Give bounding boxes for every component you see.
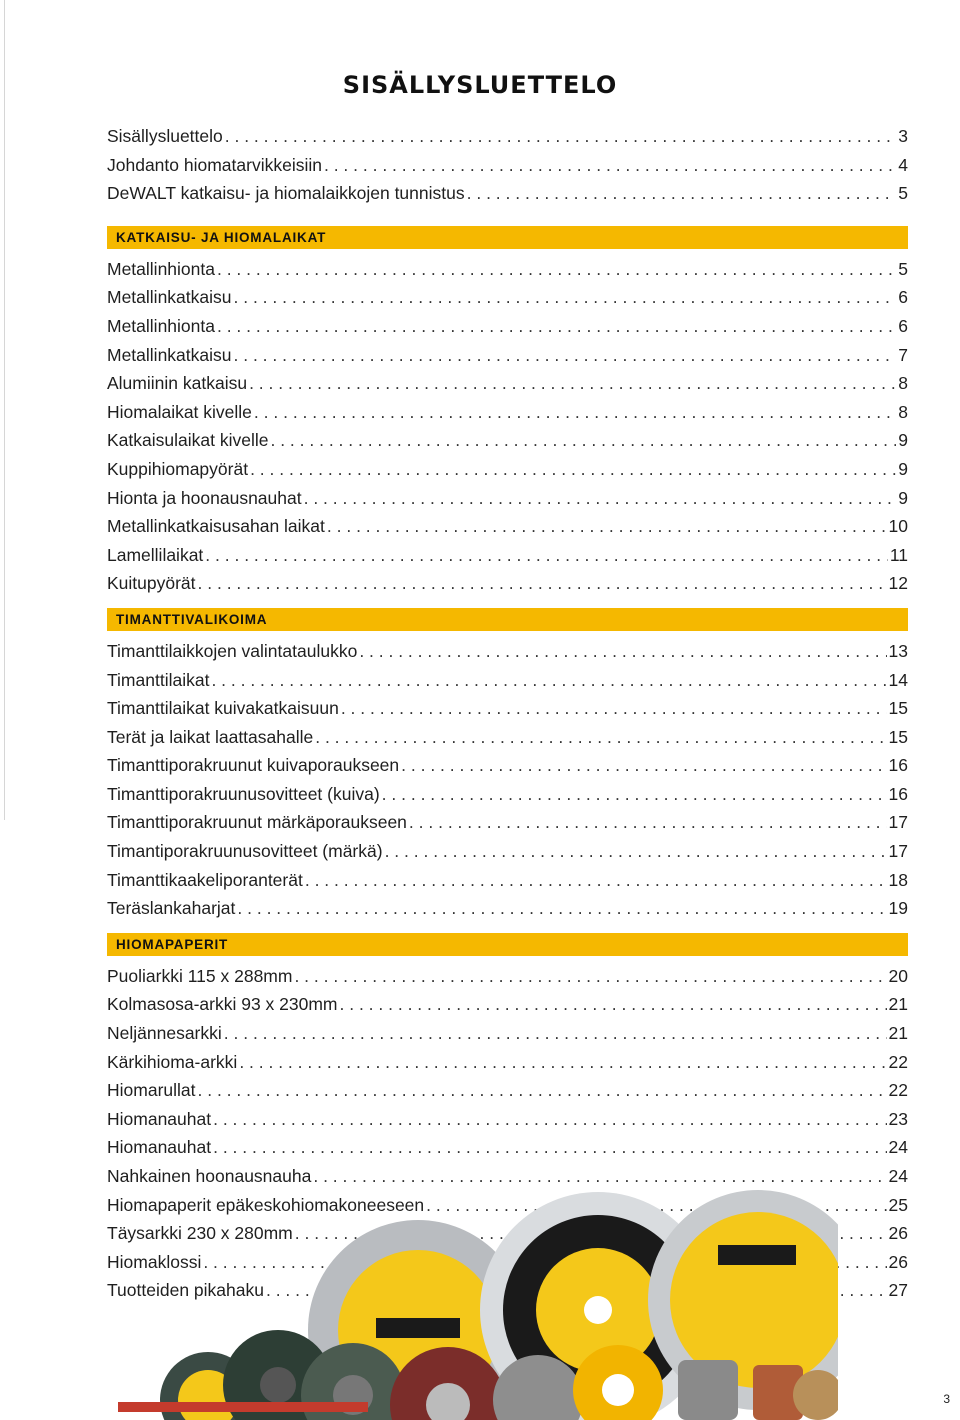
toc-entry[interactable]: [107, 723, 908, 752]
dot-leader: [250, 455, 896, 484]
toc-entry[interactable]: [107, 369, 908, 398]
toc-entry[interactable]: [107, 666, 908, 695]
toc-entry-label: Timanttilaikkojen valintataulukko: [107, 640, 358, 661]
toc-entry-page: 24: [888, 1166, 908, 1186]
toc-entry-page: 17: [888, 841, 908, 862]
toc-entry-label: Hiomanauhat: [107, 1137, 212, 1158]
toc-entry[interactable]: [107, 694, 908, 723]
toc-entry-page: 8: [898, 401, 908, 422]
dot-leader: [249, 369, 896, 398]
toc-entry-page: 16: [888, 755, 908, 776]
toc-entry-label: Terät ja laikat laattasahalle: [107, 726, 314, 747]
toc-entry[interactable]: [107, 283, 908, 312]
toc-entry-label: Teräslankaharjat: [107, 898, 236, 919]
toc-entry-label: Timanttilaikat: [107, 669, 210, 690]
toc-entry-page: 25: [888, 1194, 908, 1215]
toc-entry[interactable]: [107, 751, 908, 780]
toc-entry[interactable]: [107, 541, 908, 570]
toc-entry-label: Kärkihioma-arkki: [107, 1051, 238, 1072]
toc-entry[interactable]: [107, 894, 908, 923]
toc-entry-page: 22: [888, 1080, 908, 1101]
toc-entry-page: 15: [888, 698, 908, 719]
toc-entry-page: 27: [888, 1280, 908, 1301]
dot-leader: [213, 1133, 886, 1162]
dot-leader: [198, 569, 887, 598]
toc-entry-label: Timanttiporakruunut kuivaporaukseen: [107, 755, 400, 776]
toc-entry-page: 9: [898, 487, 908, 508]
toc-entry-label: Lamellilaikat: [107, 544, 204, 565]
toc-entry[interactable]: [107, 398, 908, 427]
toc-entry-page: 16: [888, 783, 908, 804]
toc-entry[interactable]: [107, 312, 908, 341]
toc-entry-label: Metallinkatkaisu: [107, 287, 232, 308]
toc-entry-page: 9: [898, 430, 908, 451]
toc-entry-label: Kolmasosa-arkki 93 x 230mm: [107, 994, 338, 1015]
dot-leader: [315, 723, 886, 752]
toc-entry[interactable]: [107, 426, 908, 455]
toc-entry[interactable]: [107, 962, 908, 991]
page-edge-line: [4, 0, 5, 820]
toc-entry[interactable]: [107, 484, 908, 513]
dot-leader: [401, 751, 886, 780]
toc-entry-page: 14: [888, 669, 908, 690]
toc-entry-page: 7: [898, 344, 908, 365]
toc-entry-label: Neljännesarkki: [107, 1023, 222, 1044]
toc-entry-label: Hiomapaperit epäkeskohiomakoneeseen: [107, 1194, 425, 1215]
dot-leader: [305, 866, 887, 895]
dot-leader: [382, 780, 887, 809]
dot-leader: [225, 122, 897, 151]
toc-entry-label: Nahkainen hoonausnauha: [107, 1166, 312, 1186]
toc-entry-page: 6: [898, 287, 908, 308]
toc-entry-page: 21: [888, 1023, 908, 1044]
toc-entry[interactable]: [107, 1048, 908, 1077]
section-heading: TIMANTTIVALIKOIMA: [107, 608, 908, 631]
toc-entry-page: 3: [898, 126, 908, 146]
toc-entry-label: Metallinhionta: [107, 315, 215, 336]
toc-entry-page: 18: [888, 869, 908, 890]
dot-leader: [385, 837, 887, 866]
dot-leader: [198, 1076, 887, 1105]
toc-entry-page: 21: [888, 994, 908, 1015]
toc-entry-label: Alumiinin katkaisu: [107, 373, 248, 394]
toc-entry[interactable]: [107, 837, 908, 866]
toc-entry-page: 20: [888, 965, 908, 986]
dot-leader: [217, 312, 896, 341]
toc-entry[interactable]: [107, 990, 908, 1019]
product-illustration: [118, 1190, 838, 1420]
toc-entry[interactable]: [107, 151, 908, 180]
dot-leader: [205, 541, 888, 570]
toc-entry-label: Sisällysluettelo: [107, 126, 223, 146]
toc-entry[interactable]: [107, 341, 908, 370]
toc-entry-page: 26: [888, 1223, 908, 1244]
toc-entry-page: 13: [888, 640, 908, 661]
dot-leader: [237, 894, 886, 923]
toc-entry-label: Puoliarkki 115 x 288mm: [107, 965, 293, 986]
dot-leader: [467, 179, 897, 208]
toc-entry[interactable]: [107, 1133, 908, 1162]
toc-entry-label: Täysarkki 230 x 280mm: [107, 1223, 293, 1244]
toc-entry-page: 4: [898, 154, 908, 175]
spacer: [107, 598, 908, 604]
toc-entry-page: 9: [898, 458, 908, 479]
toc-entry[interactable]: [107, 1019, 908, 1048]
page-title: SISÄLLYSLUETTELO: [342, 71, 618, 100]
dot-leader: [409, 808, 887, 837]
dot-leader: [341, 694, 887, 723]
toc-entry-page: 10: [888, 516, 908, 537]
toc-entry[interactable]: [107, 179, 908, 208]
dot-leader: [327, 512, 887, 541]
spacer: [107, 208, 908, 222]
toc-entry[interactable]: [107, 122, 908, 151]
dot-leader: [239, 1048, 886, 1077]
toc-entry-page: 5: [898, 183, 908, 204]
toc-entry-label: Timanttiporakruunusovitteet (kuiva): [107, 783, 380, 804]
dot-leader: [294, 962, 886, 991]
dot-leader: [324, 151, 896, 180]
section-heading: HIOMAPAPERIT: [107, 933, 908, 956]
toc-entry[interactable]: [107, 780, 908, 809]
dot-leader: [304, 484, 897, 513]
toc-entry-label: Katkaisulaikat kivelle: [107, 430, 269, 451]
page-number: 3: [943, 1392, 950, 1406]
toc-entry-page: 22: [888, 1051, 908, 1072]
table-of-contents: [107, 122, 908, 1305]
toc-entry-label: Kuppihiomapyörät: [107, 458, 249, 479]
toc-entry-page: 11: [889, 544, 908, 565]
toc-entry-label: Metallinkatkaisu: [107, 344, 232, 365]
dot-leader: [270, 426, 896, 455]
dot-leader: [234, 341, 897, 370]
toc-entry-page: 12: [888, 573, 908, 594]
dot-leader: [359, 637, 886, 666]
toc-entry-label: Timanttikaakeliporanterät: [107, 869, 303, 890]
toc-entry-label: Metallinkatkaisusahan laikat: [107, 516, 325, 537]
dot-leader: [217, 255, 896, 284]
toc-entry-page: 17: [888, 812, 908, 833]
toc-entry-label: Timanttiporakruunut märkäporaukseen: [107, 812, 407, 833]
toc-entry-label: DeWALT katkaisu- ja hiomalaikkojen tunnistus: [107, 183, 465, 204]
toc-entry[interactable]: [107, 866, 908, 895]
toc-entry-page: 15: [888, 726, 908, 747]
toc-entry-label: Hiomaklossi: [107, 1251, 202, 1272]
spacer: [107, 923, 908, 929]
toc-entry[interactable]: [107, 569, 908, 598]
dot-leader: [340, 990, 887, 1019]
dot-leader: [254, 398, 896, 427]
toc-entry-page: 6: [898, 315, 908, 336]
toc-entry-label: Hiomalaikat kivelle: [107, 401, 252, 422]
toc-entry[interactable]: [107, 1076, 908, 1105]
toc-entry-label: Metallinhionta: [107, 258, 215, 279]
toc-entry-label: Kuitupyörät: [107, 573, 196, 594]
dot-leader: [211, 666, 886, 695]
toc-entry-label: Hiomanauhat: [107, 1108, 212, 1129]
toc-entry-label: Johdanto hiomatarvikkeisiin: [107, 154, 322, 175]
toc-entry-page: 23: [888, 1108, 908, 1129]
dot-leader: [313, 1162, 886, 1191]
toc-entry-page: 5: [898, 258, 908, 279]
toc-entry[interactable]: [107, 637, 908, 666]
toc-entry-label: Timanttilaikat kuivakatkaisuun: [107, 698, 339, 719]
toc-entry-label: Hiomarullat: [107, 1080, 196, 1101]
toc-entry-page: 19: [888, 898, 908, 919]
section-heading: KATKAISU- JA HIOMALAIKAT: [107, 226, 908, 249]
dot-leader: [224, 1019, 887, 1048]
toc-entry[interactable]: [107, 1162, 908, 1191]
dot-leader: [213, 1105, 886, 1134]
toc-entry-page: 24: [888, 1137, 908, 1158]
toc-entry[interactable]: [107, 512, 908, 541]
toc-entry-label: Tuotteiden pikahaku: [107, 1280, 264, 1301]
toc-entry-label: Timantiporakruunusovitteet (märkä): [107, 841, 383, 862]
toc-entry[interactable]: [107, 808, 908, 837]
toc-entry[interactable]: [107, 1105, 908, 1134]
toc-entry-page: 26: [888, 1251, 908, 1272]
toc-entry-page: 8: [898, 373, 908, 394]
toc-entry-label: Hionta ja hoonausnauhat: [107, 487, 302, 508]
toc-entry[interactable]: [107, 255, 908, 284]
toc-entry[interactable]: [107, 455, 908, 484]
dot-leader: [234, 283, 897, 312]
